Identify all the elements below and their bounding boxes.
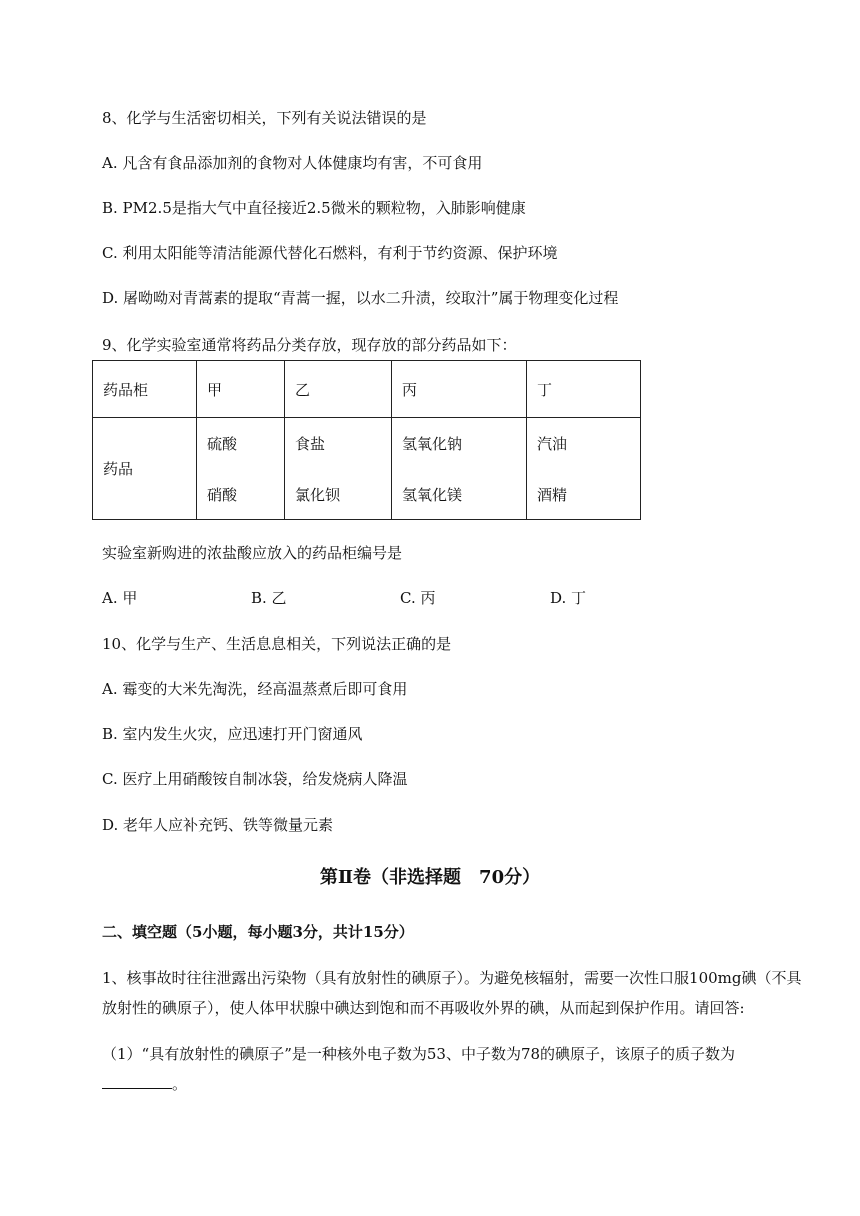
section2-heading: 二、填空题（5小题，每小题3分，共计15分） — [102, 923, 414, 941]
cell-item: 硝酸 — [207, 485, 238, 504]
table-header-cell: 丁 — [527, 361, 641, 418]
table-cell — [392, 418, 527, 520]
table-cell — [527, 418, 641, 520]
cell-item: 氢氧化镁 — [402, 485, 463, 504]
table-header-cell: 药品柜 — [93, 361, 197, 418]
q8-option-a: A. 凡含有食品添加剂的食物对人体健康均有害，不可食用 — [102, 154, 483, 172]
q10-option-a: A. 霉变的大米先淘洗，经高温蒸煮后即可食用 — [102, 680, 408, 698]
q9-options — [102, 588, 702, 608]
cell-item: 硫酸 — [207, 434, 238, 453]
cell-item: 氯化钡 — [295, 485, 341, 504]
fill1-intro: 1、核事故时往往泄露出污染物（具有放射性的碘原子）。为避免核辐射，需要一次性口服100mg碘（不具放射性的碘原子），使人体甲状腺中碘达到饱和而不再吸收外界的碘，从而起到保护作用。请回答: — [102, 969, 802, 1017]
fill1-sub1-text: （1）“具有放射性的碘原子”是一种核外电子数为53、中子数为78的碘原子，该原子的质子数为 — [102, 1045, 736, 1063]
q9-option-d: D. 丁 — [550, 589, 587, 607]
cell-item: 汽油 — [537, 434, 568, 453]
medicine-cabinet-table — [92, 360, 641, 520]
q9-option-c: C. 丙 — [400, 589, 436, 607]
cell-item: 食盐 — [295, 434, 326, 453]
q9-stem: 9、化学实验室通常将药品分类存放，现存放的部分药品如下： — [102, 336, 517, 354]
q9-option-a: A. 甲 — [102, 589, 138, 607]
q9-question: 实验室新购进的浓盐酸应放入的药品柜编号是 — [102, 544, 403, 562]
q8-option-b: B. PM2.5是指大气中直径接近2.5微米的颗粒物，入肺影响健康 — [102, 199, 526, 217]
answer-blank[interactable] — [102, 1074, 172, 1089]
q8-option-c: C. 利用太阳能等清洁能源代替化石燃料，有利于节约资源、保护环境 — [102, 244, 558, 262]
table-header-cell: 甲 — [197, 361, 285, 418]
cell-item: 氢氧化钠 — [402, 434, 463, 453]
table-header-cell: 乙 — [285, 361, 392, 418]
fill1-sub1 — [102, 1039, 802, 1099]
q10-option-d: D. 老年人应补充钙、铁等微量元素 — [102, 816, 334, 834]
table-row — [93, 418, 641, 520]
q10-option-c: C. 医疗上用硝酸铵自制冰袋，给发烧病人降温 — [102, 770, 408, 788]
part2-title: 第Ⅱ卷（非选择题 70分） — [319, 867, 541, 888]
table-row-label: 药品 — [93, 418, 197, 520]
fill1-sub1-end: 。 — [172, 1075, 188, 1093]
cell-item: 酒精 — [537, 485, 568, 504]
table-cell — [197, 418, 285, 520]
q9-option-b: B. 乙 — [251, 589, 287, 607]
q8-option-d: D. 屠呦呦对青蒿素的提取“青蒿一握，以水二升渍，绞取汁”属于物理变化过程 — [102, 289, 619, 307]
table-header-cell: 丙 — [392, 361, 527, 418]
table-header-row — [93, 361, 641, 418]
table-cell — [285, 418, 392, 520]
q10-option-b: B. 室内发生火灾，应迅速打开门窗通风 — [102, 725, 363, 743]
q10-stem: 10、化学与生产、生活息息相关，下列说法正确的是 — [102, 635, 452, 653]
q8-stem: 8、化学与生活密切相关，下列有关说法错误的是 — [102, 109, 427, 127]
